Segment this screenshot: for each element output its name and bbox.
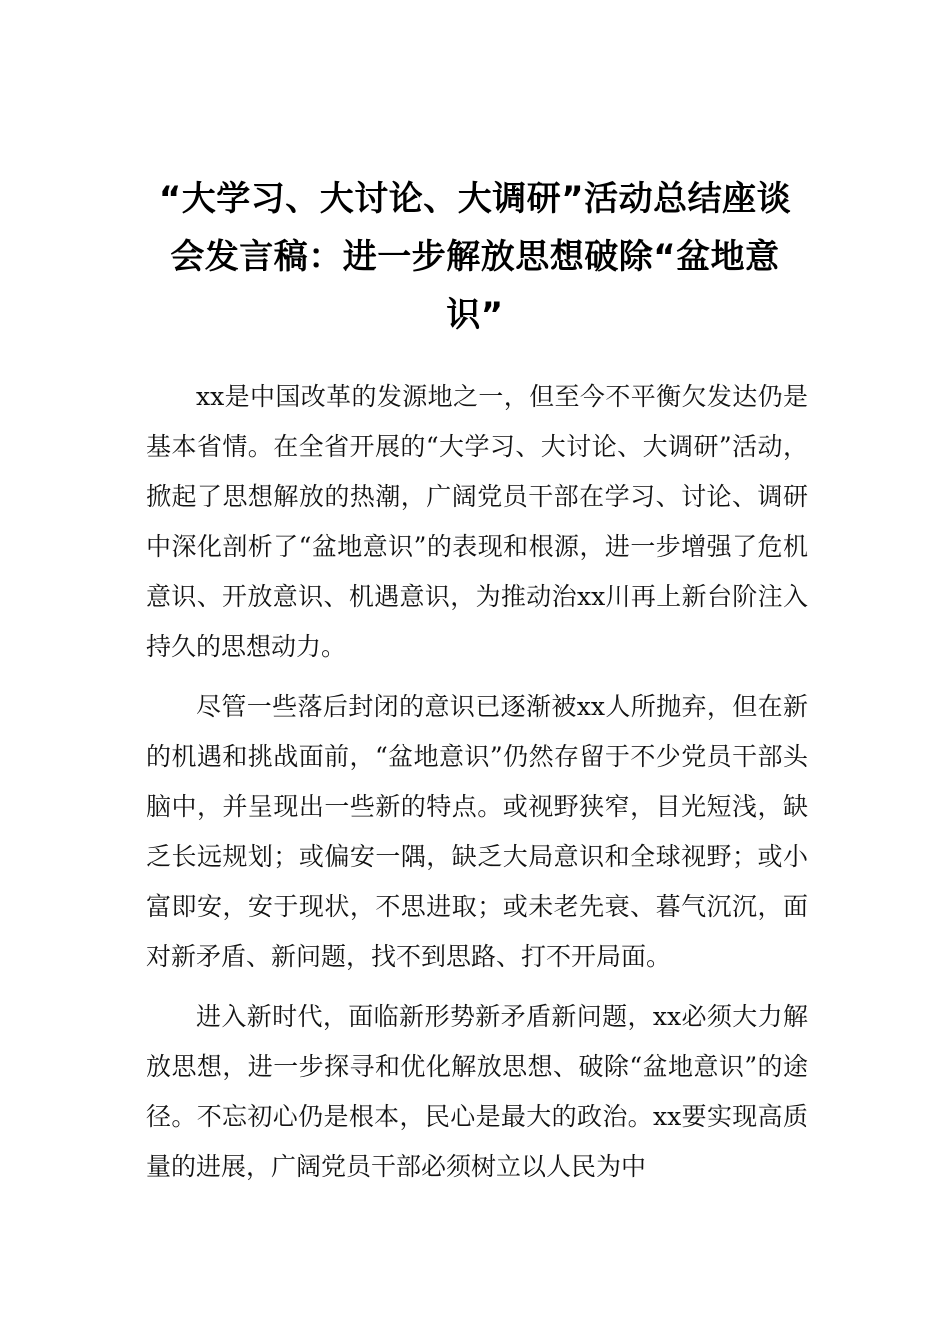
- title-line: 识”: [446, 295, 504, 335]
- title-line: “大学习、大讨论、大调研”活动总结座谈: [158, 179, 792, 219]
- title-line: 会发言稿：进一步解放思想破除“盆地意: [170, 237, 780, 277]
- document-body: [146, 372, 808, 1202]
- document-title: [120, 170, 830, 344]
- body-paragraph: 尽管一些落后封闭的意识已逐渐被xx人所抛弃，但在新的机遇和挑战面前，“盆地意识”仍然存留于不少党员干部头脑中，并呈现出一些新的特点。或视野狭窄，目光短浅，缺乏长远规划；或偏安一隅，缺乏大局意识和全球视野；或小富即安，安于现状，不思进取；或未老先衰、暮气沉沉，面对新矛盾、新问题，找不到思路、打不开局面。: [146, 692, 808, 971]
- body-paragraph: xx是中国改革的发源地之一，但至今不平衡欠发达仍是基本省情。在全省开展的“大学习、大讨论、大调研”活动，掀起了思想解放的热潮，广阔党员干部在学习、讨论、调研中深化剖析了“盆地意识”的表现和根源，进一步增强了危机意识、开放意识、机遇意识，为推动治xx川再上新台阶注入持久的思想动力。: [146, 382, 808, 661]
- body-paragraph: 进入新时代，面临新形势新矛盾新问题，xx必须大力解放思想，进一步探寻和优化解放思想、破除“盆地意识”的途径。不忘初心仍是根本，民心是最大的政治。xx要实现高质量的进展，广阔党员干部必须树立以人民为中: [146, 1002, 808, 1181]
